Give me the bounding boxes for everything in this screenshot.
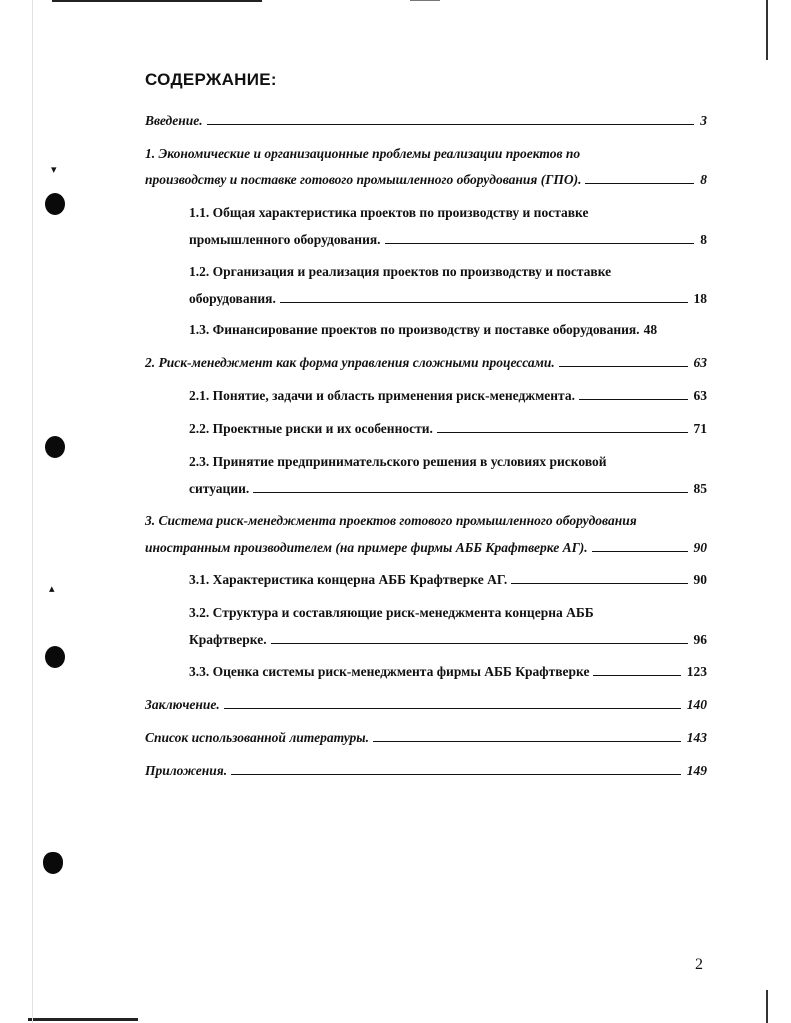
toc-entry-title: 1. Экономические и организационные проблемы реализации проектов по <box>145 146 581 161</box>
toc-entry-title: Введение. <box>145 113 203 128</box>
toc-page-number: 8 <box>700 232 707 247</box>
scan-edge-right <box>766 0 768 60</box>
toc-page-number: 48 <box>643 322 658 337</box>
toc-entry-chapter-3 <box>145 507 707 556</box>
leader-line <box>271 643 688 644</box>
punch-hole-icon <box>45 436 65 458</box>
leader-line <box>385 243 695 244</box>
toc-entry-title: оборудования. <box>189 291 276 306</box>
toc-entry-title: Приложения. <box>145 763 228 778</box>
scan-edge-left <box>32 0 33 1023</box>
toc-entry-chapter-2 <box>145 349 707 371</box>
leader-line <box>231 774 681 775</box>
toc-entry-title: 3.1. Характеристика концерна АББ Крафтверке АГ. <box>189 572 508 587</box>
toc-page-number: 3 <box>700 113 707 128</box>
toc-entry-section-3-2 <box>189 599 707 648</box>
leader-line <box>511 583 687 584</box>
leader-line <box>253 492 687 493</box>
toc-entry-title: Крафтверке. <box>189 632 267 647</box>
toc-entry-title: 1.2. Организация и реализация проектов по производству и поставке <box>189 264 612 279</box>
toc-entry-title: 3.2. Структура и составляющие риск-менеджмента концерна АББ <box>189 605 594 620</box>
toc-entry-title: Список использованной литературы. <box>145 730 370 745</box>
scan-edge-right-bottom <box>766 990 768 1023</box>
toc-page-number: 143 <box>686 730 707 745</box>
toc-entry-bibliography <box>145 724 707 746</box>
leader-line <box>579 399 688 400</box>
leader-line <box>585 183 694 184</box>
toc-entry-section-2-2 <box>189 415 707 437</box>
toc-entry-section-2-3 <box>189 448 707 497</box>
punch-hole-icon <box>43 852 63 874</box>
toc-entry-title: 3.3. Оценка системы риск-менеджмента фирмы АББ Крафтверке <box>189 664 590 679</box>
toc-page-number: 18 <box>693 291 707 306</box>
toc-page-number: 71 <box>693 421 707 436</box>
page-title: СОДЕРЖАНИЕ: <box>145 70 277 89</box>
toc-entry-title: 2.3. Принятие предпринимательского решения в условиях рисковой <box>189 454 607 469</box>
toc-entry-title: иностранным производителем (на примере фирмы АББ Крафтверке АГ). <box>145 540 588 555</box>
toc-page-number: 63 <box>693 388 707 403</box>
toc-entry-title: 3. Система риск-менеджмента проектов готового промышленного оборудования <box>145 513 637 528</box>
scan-edge-bottom <box>28 1018 138 1021</box>
margin-mark-icon: ▾ <box>51 163 57 176</box>
punch-hole-icon <box>45 193 65 215</box>
toc-page-number: 90 <box>693 572 707 587</box>
toc-entry-chapter-1 <box>145 140 707 188</box>
toc-entry-title: промышленного оборудования. <box>189 232 381 247</box>
toc-page-number: 63 <box>693 355 707 370</box>
toc-entry-introduction <box>145 107 707 129</box>
toc-entry-section-1-3 <box>189 316 707 338</box>
scan-edge-top <box>52 0 262 2</box>
toc-page-number: 8 <box>700 172 707 187</box>
toc-entry-section-1-2 <box>189 258 707 307</box>
punch-hole-icon <box>45 646 65 668</box>
leader-line <box>593 675 680 676</box>
margin-mark-icon: ▴ <box>49 582 55 595</box>
toc-entry-title: 1.3. Финансирование проектов по производству и поставке оборудования. <box>189 322 640 337</box>
toc-page-number: 140 <box>686 697 707 712</box>
leader-line <box>224 708 681 709</box>
toc-page-number: 90 <box>693 540 707 555</box>
toc-entry-title: 1.1. Общая характеристика проектов по производству и поставке <box>189 205 589 220</box>
toc-entry-title: 2.1. Понятие, задачи и область применения риск-менеджмента. <box>189 388 575 403</box>
toc-entry-title: Заключение. <box>145 697 220 712</box>
toc-entry-title: 2.2. Проектные риски и их особенности. <box>189 421 433 436</box>
page-number: 2 <box>695 956 703 973</box>
toc-entry-section-1-1 <box>189 199 707 248</box>
toc-page-number: 85 <box>693 481 707 496</box>
scan-edge-top-mark <box>410 0 440 1</box>
toc-page-number: 123 <box>686 664 707 679</box>
toc-entry-appendices <box>145 757 707 779</box>
leader-line <box>437 432 688 433</box>
leader-line <box>592 551 688 552</box>
toc-entry-section-3-1 <box>189 566 707 588</box>
toc-entry-title: 2. Риск-менеджмент как форма управления сложными процессами. <box>145 355 555 370</box>
leader-line <box>280 302 688 303</box>
toc-entry-section-3-3 <box>189 658 707 680</box>
toc-page-number: 96 <box>693 632 707 647</box>
leader-line <box>373 741 681 742</box>
toc-entry-section-2-1 <box>189 382 707 404</box>
leader-line <box>207 124 695 125</box>
toc-entry-conclusion <box>145 691 707 713</box>
leader-line <box>559 366 688 367</box>
toc-page-number: 149 <box>686 763 707 778</box>
toc-entry-title: производству и поставке готового промышленного оборудования (ГПО). <box>145 172 582 187</box>
toc-entry-title: ситуации. <box>189 481 250 496</box>
